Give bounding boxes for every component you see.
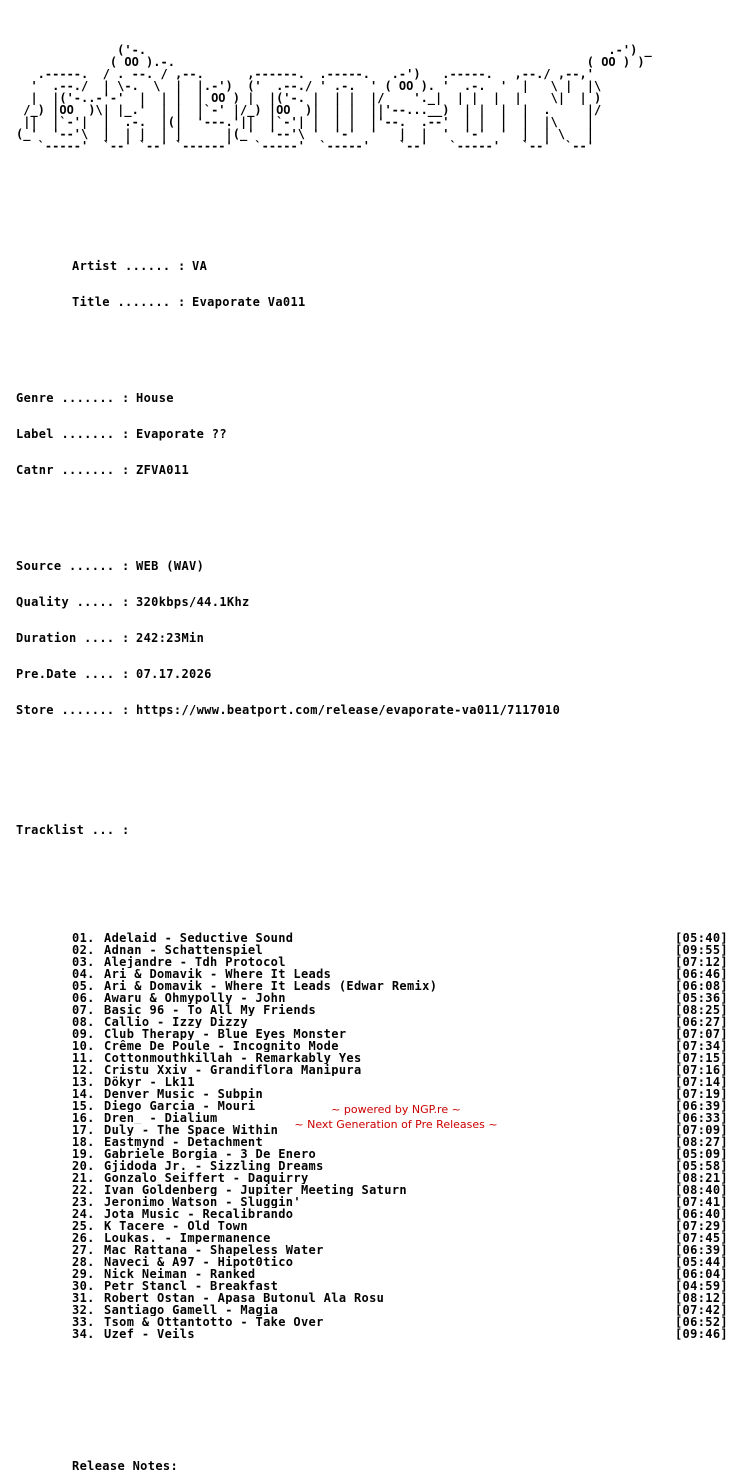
- track-number: 29.: [72, 1267, 95, 1281]
- catnr-label: Catnr ....... :: [16, 463, 130, 477]
- tracklist-heading: [16, 824, 728, 836]
- track-row: [16, 932, 728, 944]
- track-duration: [05:58]: [674, 1159, 728, 1173]
- predate-value: 07.17.2026: [136, 667, 212, 681]
- ascii-logo: ('-. .-') _ ( OO ).-. ( OO ) ) .-----. / . --. / ,--. ,------. .-----. .-') .-----. ,--./ ,--,' ' .--./ | \-. \ | |.-') (' .--./ ' .-. ' ( OO ). ' .-. ' | \ | |\ | |('-..-'-' | | | | OO ) | |('-. | | | |/ '._| | | | | \| | ) /_) |OO )\| |_.' | | |`-' |/_) |OO )| | | ||'--...__) | | | | . |/ || |`-'| | .-. |(| '---.'|| |`-'| | | | |'--. .--' | | | | |\ | (_' '--'\ | | | | | |(_' '--'\ ' '-' ' | | ' '-' ' | | \ | `-----' `--' `--' `------' `-----' `-----' `--' `-----' `--' `--': [16, 43, 652, 153]
- track-row: [16, 1220, 728, 1232]
- track-number: 33.: [72, 1315, 95, 1329]
- genre-value: House: [136, 391, 174, 405]
- track-number: 09.: [72, 1027, 95, 1041]
- track-name: Club Therapy - Blue Eyes Monster: [104, 1028, 347, 1040]
- track-row: [16, 1184, 728, 1196]
- track-duration: [05:40]: [674, 931, 728, 945]
- title-value: Evaporate Va011: [192, 295, 306, 309]
- track-number: 19.: [72, 1147, 95, 1161]
- track-row: [16, 1160, 728, 1172]
- track-name: Loukas. - Impermanence: [104, 1232, 271, 1244]
- track-name: Uzef - Veils: [104, 1328, 195, 1340]
- artist-value: VA: [192, 259, 208, 273]
- track-name: Ari & Domavik - Where It Leads (Edwar Remix): [104, 980, 438, 992]
- duration-value: 242:23Min: [136, 631, 205, 645]
- track-name: Dökyr - Lk11: [104, 1076, 195, 1088]
- release-notes-heading-text: Release Notes:: [72, 1459, 179, 1473]
- track-row: [16, 956, 728, 968]
- track-number: 17.: [72, 1123, 95, 1137]
- track-number: 04.: [72, 967, 95, 981]
- track-duration: [07:41]: [674, 1195, 728, 1209]
- track-name: Alejandre - Tdh Protocol: [104, 956, 286, 968]
- track-name: K Tacere - Old Town: [104, 1220, 248, 1232]
- track-duration: [06:46]: [674, 967, 728, 981]
- track-number: 16.: [72, 1111, 95, 1125]
- track-number: 25.: [72, 1219, 95, 1233]
- tracklist: [16, 932, 728, 1340]
- track-number: 28.: [72, 1255, 95, 1269]
- track-duration: [06:39]: [674, 1099, 728, 1113]
- record-label-label: Label ....... :: [16, 427, 130, 441]
- genre-row: [16, 392, 728, 404]
- track-duration: [06:08]: [674, 979, 728, 993]
- track-duration: [06:33]: [674, 1111, 728, 1125]
- track-duration: [04:59]: [674, 1279, 728, 1293]
- track-number: 14.: [72, 1087, 95, 1101]
- track-number: 34.: [72, 1327, 95, 1341]
- track-duration: [07:45]: [674, 1231, 728, 1245]
- track-name: Ari & Domavik - Where It Leads: [104, 968, 332, 980]
- track-name: Gabriele Borgia - 3 De Enero: [104, 1148, 317, 1160]
- track-name: Crême De Poule - Incognito Mode: [104, 1040, 339, 1052]
- track-number: 03.: [72, 955, 95, 969]
- track-number: 08.: [72, 1015, 95, 1029]
- track-row: [16, 1028, 728, 1040]
- track-duration: [07:42]: [674, 1303, 728, 1317]
- track-row: [16, 1052, 728, 1064]
- store-row: [16, 704, 728, 716]
- track-name: Adelaid - Seductive Sound: [104, 932, 294, 944]
- release-notes-heading: [16, 1460, 728, 1472]
- track-number: 02.: [72, 943, 95, 957]
- track-name: Cristu Xxiv - Grandiflora Manipura: [104, 1064, 362, 1076]
- track-duration: [09:55]: [674, 943, 728, 957]
- track-name: Cottonmouthkillah - Remarkably Yes: [104, 1052, 362, 1064]
- track-number: 27.: [72, 1243, 95, 1257]
- track-duration: [08:25]: [674, 1003, 728, 1017]
- track-row: [16, 1196, 728, 1208]
- track-row: [16, 992, 728, 1004]
- track-row: [16, 1136, 728, 1148]
- track-duration: [07:34]: [674, 1039, 728, 1053]
- track-duration: [08:40]: [674, 1183, 728, 1197]
- track-name: Mac Rattana - Shapeless Water: [104, 1244, 324, 1256]
- track-name: Duly - The Space Within: [104, 1124, 279, 1136]
- track-row: [16, 1076, 728, 1088]
- track-duration: [05:36]: [674, 991, 728, 1005]
- track-duration: [06:04]: [674, 1267, 728, 1281]
- track-number: 13.: [72, 1075, 95, 1089]
- track-name: Santiago Gamell - Magia: [104, 1304, 279, 1316]
- track-number: 07.: [72, 1003, 95, 1017]
- track-name: Petr Stancl - Breakfast: [104, 1280, 279, 1292]
- track-number: 22.: [72, 1183, 95, 1197]
- track-number: 10.: [72, 1039, 95, 1053]
- track-duration: [09:46]: [674, 1327, 728, 1341]
- track-number: 05.: [72, 979, 95, 993]
- track-number: 21.: [72, 1171, 95, 1185]
- track-row: [16, 1280, 728, 1292]
- predate-row: [16, 668, 728, 680]
- track-row: [16, 1088, 728, 1100]
- track-name: Gjidoda Jr. - Sizzling Dreams: [104, 1160, 324, 1172]
- title-row: [16, 296, 728, 308]
- artist-label: Artist ...... :: [72, 259, 186, 273]
- source-value: WEB (WAV): [136, 559, 205, 573]
- track-row: [16, 1304, 728, 1316]
- track-duration: [07:09]: [674, 1123, 728, 1137]
- track-number: 31.: [72, 1291, 95, 1305]
- quality-label: Quality ..... :: [16, 595, 130, 609]
- track-duration: [07:19]: [674, 1087, 728, 1101]
- track-name: Naveci & A97 - Hipot0tico: [104, 1256, 294, 1268]
- track-duration: [08:21]: [674, 1171, 728, 1185]
- track-number: 12.: [72, 1063, 95, 1077]
- track-number: 18.: [72, 1135, 95, 1149]
- track-row: [16, 1016, 728, 1028]
- track-number: 15.: [72, 1099, 95, 1113]
- track-row: [16, 1004, 728, 1016]
- track-duration: [07:12]: [674, 955, 728, 969]
- track-row: [16, 1244, 728, 1256]
- track-name: Jota Music - Recalibrando: [104, 1208, 294, 1220]
- track-number: 30.: [72, 1279, 95, 1293]
- track-row: [16, 1316, 728, 1328]
- track-name: Gonzalo Seiffert - Daquirry: [104, 1172, 309, 1184]
- footer-tagline: ~ Next Generation of Pre Releases ~: [294, 1118, 498, 1131]
- track-row: [16, 1292, 728, 1304]
- footer-powered-by: ~ powered by NGP.re ~: [331, 1103, 461, 1116]
- predate-label: Pre.Date .... :: [16, 667, 130, 681]
- track-name: Diego Garcia - Mouri: [104, 1100, 256, 1112]
- track-row: [16, 944, 728, 956]
- track-duration: [08:12]: [674, 1291, 728, 1305]
- tracklist-heading-text: Tracklist ... :: [16, 823, 130, 837]
- track-name: Dren_ - Dialium: [104, 1112, 218, 1124]
- track-name: Callio - Izzy Dizzy: [104, 1016, 248, 1028]
- track-name: Ivan Goldenberg - Jupiter Meeting Saturn: [104, 1184, 407, 1196]
- track-number: 32.: [72, 1303, 95, 1317]
- label-row: [16, 428, 728, 440]
- track-number: 06.: [72, 991, 95, 1005]
- duration-row: [16, 632, 728, 644]
- track-number: 01.: [72, 931, 95, 945]
- footer: [0, 1099, 736, 1132]
- track-name: Tsom & Ottantotto - Take Over: [104, 1316, 324, 1328]
- track-row: [16, 980, 728, 992]
- track-duration: [05:44]: [674, 1255, 728, 1269]
- catnr-value: ZFVA011: [136, 463, 190, 477]
- title-label: Title ....... :: [72, 295, 186, 309]
- store-label: Store ....... :: [16, 703, 130, 717]
- track-duration: [06:40]: [674, 1207, 728, 1221]
- quality-value: 320kbps/44.1Khz: [136, 595, 250, 609]
- track-duration: [07:29]: [674, 1219, 728, 1233]
- track-duration: [06:39]: [674, 1243, 728, 1257]
- track-row: [16, 1040, 728, 1052]
- record-label-value: Evaporate ??: [136, 427, 227, 441]
- track-row: [16, 1328, 728, 1340]
- track-number: 11.: [72, 1051, 95, 1065]
- track-row: [16, 1232, 728, 1244]
- track-duration: [07:14]: [674, 1075, 728, 1089]
- duration-label: Duration .... :: [16, 631, 130, 645]
- track-duration: [08:27]: [674, 1135, 728, 1149]
- quality-row: [16, 596, 728, 608]
- track-duration: [07:07]: [674, 1027, 728, 1041]
- track-number: 23.: [72, 1195, 95, 1209]
- track-name: Jeronimo Watson - Sluggin': [104, 1196, 301, 1208]
- track-row: [16, 1256, 728, 1268]
- track-row: [16, 1172, 728, 1184]
- track-duration: [06:27]: [674, 1015, 728, 1029]
- track-duration: [06:52]: [674, 1315, 728, 1329]
- track-duration: [07:16]: [674, 1063, 728, 1077]
- source-label: Source ...... :: [16, 559, 130, 573]
- track-name: Awaru & Ohmypolly - John: [104, 992, 286, 1004]
- track-name: Robert Ostan - Apasa Butonul Ala Rosu: [104, 1292, 385, 1304]
- track-row: [16, 1064, 728, 1076]
- store-link[interactable]: https://www.beatport.com/release/evaporate-va011/7117010: [136, 703, 561, 717]
- track-row: [16, 1148, 728, 1160]
- track-name: Nick Neiman - Ranked: [104, 1268, 256, 1280]
- nfo-document: [16, 20, 728, 1484]
- track-name: Eastmynd - Detachment: [104, 1136, 264, 1148]
- track-name: Basic 96 - To All My Friends: [104, 1004, 317, 1016]
- track-number: 20.: [72, 1159, 95, 1173]
- track-name: Denver Music - Subpin: [104, 1088, 264, 1100]
- track-row: [16, 1208, 728, 1220]
- track-row: [16, 968, 728, 980]
- track-name: Adnan - Schattenspiel: [104, 944, 264, 956]
- catnr-row: [16, 464, 728, 476]
- artist-row: [16, 260, 728, 272]
- track-duration: [07:15]: [674, 1051, 728, 1065]
- track-number: 24.: [72, 1207, 95, 1221]
- genre-label: Genre ....... :: [16, 391, 130, 405]
- track-number: 26.: [72, 1231, 95, 1245]
- track-duration: [05:09]: [674, 1147, 728, 1161]
- source-row: [16, 560, 728, 572]
- track-row: [16, 1268, 728, 1280]
